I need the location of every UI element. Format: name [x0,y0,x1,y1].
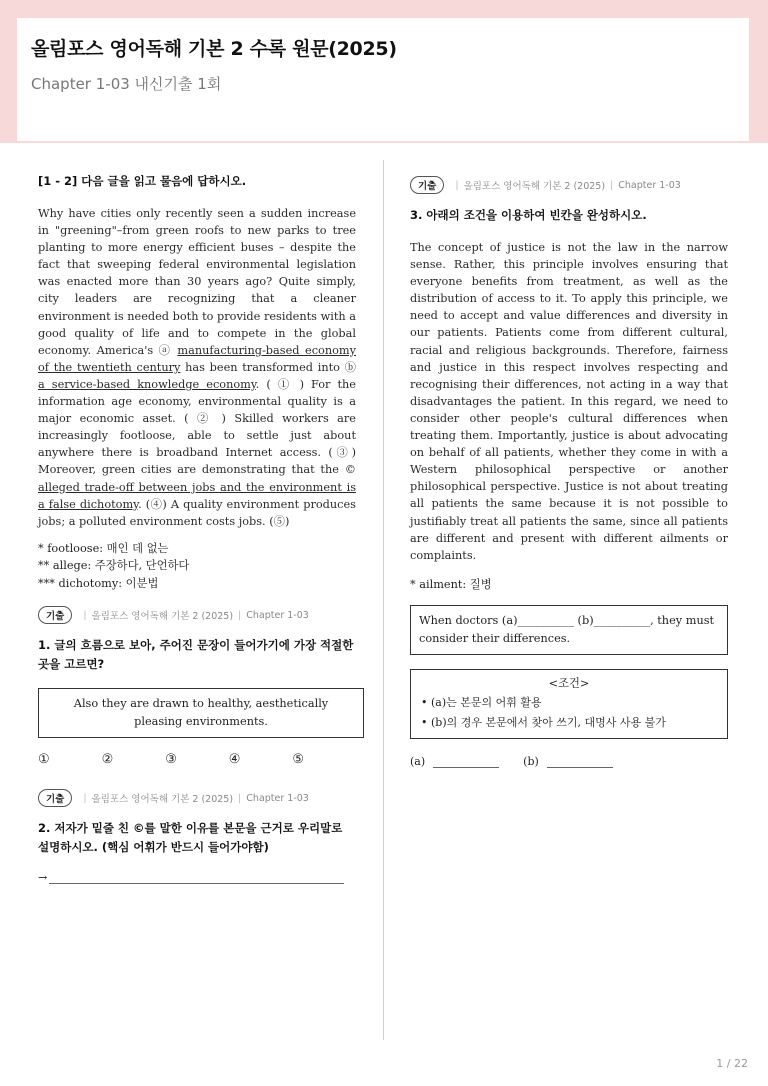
passage-1: Why have cities only recently seen a sudden increase in "greening"–from green roofs to new parks to tree planting to more energy efficient buses – despite the fact that sweeping federal environmental legislation was enacted more than 30 years ago? Quite simply, city leaders are recognizing that a cleaner environment is needed both to provide residents with a good quality of life and to compete in the global economy. America's ⓐ manufacturing-based economy of the twentieth century has been transformed into ⓑ a service-based knowledge economy. ( ① ) For the information age economy, environmental quality is a major economic asset. ( ② ) Skilled workers are increasingly footloose, able to settle just about anywhere there is broadband Internet access. (③) Moreover, green cities are demonstrating that the © alleged trade-off between jobs and the environment is a false dichotomy. (④) A quality environment produces jobs; a polluted environment costs jobs. (⑤) [38,207,357,528]
choice[interactable]: ② [101,752,114,768]
underline-b: a service-based knowledge economy [38,377,256,391]
blank-b[interactable] [547,757,613,768]
choice-list [38,752,356,767]
arrow-icon: → [38,871,48,885]
question-3-title: 3. 아래의 조건을 이용하여 빈칸을 완성하시오. [410,208,647,222]
conditions-box [410,669,728,739]
source-tag: 기출 | 올림포스 영어독해 기본 2 (2025) | Chapter 1-03 [38,789,356,807]
choice[interactable]: ③ [165,752,177,768]
choice[interactable]: ④ [228,752,241,768]
page-number: 1 / 22 [716,1057,748,1070]
given-sentence-box: Also they are drawn to healthy, aesthetically pleasing environments. [38,688,364,738]
footnote: * footloose: 매인 데 없는 [38,541,169,555]
condition-item: • (b)의 경우 본문에서 찾아 쓰기, 대명사 사용 불가 [421,716,666,730]
page-title: 올림포스 영어독해 기본 2 수록 원문(2025) [31,38,397,60]
source-tag: 기출 | 올림포스 영어독해 기본 2 (2025) | Chapter 1-03 [410,176,728,194]
column-divider [383,160,384,1040]
question-2-title: 2. 저자가 밑줄 친 ©를 말한 이유를 본문을 근거로 우리말로 설명하시오. (핵심 어휘가 반드시 들어가야함) [38,821,343,855]
left-column [38,173,356,884]
conditions-title: <조건> [548,677,590,691]
condition-item: • (a)는 본문의 어휘 활용 [421,696,542,710]
tag-source: 올림포스 영어독해 기본 2 (2025) [91,794,234,806]
underline-a: manufacturing-based economy of the twentieth century [38,343,356,374]
tag-pill: 기출 [410,176,444,194]
footnote: ** allege: 주장하다, 단언하다 [38,559,190,573]
tag-chapter: Chapter 1-03 [246,792,309,804]
tag-source: 올림포스 영어독해 기본 2 (2025) [463,181,606,192]
footnotes [38,540,356,593]
choice[interactable]: ⑤ [292,752,305,768]
tag-chapter: Chapter 1-03 [618,179,681,191]
page-subtitle: Chapter 1-03 내신기출 1회 [31,75,222,93]
blank-a-label: (a) [410,755,426,769]
footnote: * ailment: 질병 [410,577,492,591]
right-column [410,176,728,768]
tag-pill: 기출 [38,789,72,807]
blank-a[interactable] [433,757,499,768]
blank-sentence-box: When doctors (a)__________ (b)__________, they must consider their differences. [410,605,728,655]
tag-pill: 기출 [38,606,72,624]
answer-blanks [410,755,728,768]
blank-b-label: (b) [523,755,539,769]
instruction: [1 - 2] 다음 글을 읽고 물음에 답하시오. [38,174,247,188]
footnote: *** dichotomy: 이분법 [38,576,159,590]
underline-c: alleged trade-off between jobs and the environment is a false dichotomy [38,480,356,511]
answer-line[interactable] [38,871,356,884]
tag-chapter: Chapter 1-03 [246,609,309,621]
question-1-title: 1. 글의 흐름으로 보아, 주어진 문장이 들어가기에 가장 적절한 곳을 고르면? [38,638,354,672]
choice[interactable]: ① [38,752,50,768]
passage-2: The concept of justice is not the law in the narrow sense. Rather, this principle involves ensuring that everyone benefits from treatment, as well as the distribution of access to it. To apply this principle, we need to accept and value differences and diversity in our patients. Patients come from different cultural, racial and religious backgrounds. Therefore, fairness and justice in this respect involves respecting and recognising their differences, not acting in a way that disadvantages the patient. In this regard, we need to consider other people's cultural differences when treating them. Importantly, justice is about advocating on behalf of all patients, whether they come in with a Western philosophical perspective or another philosophical perspective. Justice is not about treating all patients the same because it is not possible to justifiably treat all patients the same, since all patients are different and present with different ailments or complaints. [410,241,728,562]
source-tag: 기출 | 올림포스 영어독해 기본 2 (2025) | Chapter 1-03 [38,606,356,624]
tag-source: 올림포스 영어독해 기본 2 (2025) [91,611,234,623]
